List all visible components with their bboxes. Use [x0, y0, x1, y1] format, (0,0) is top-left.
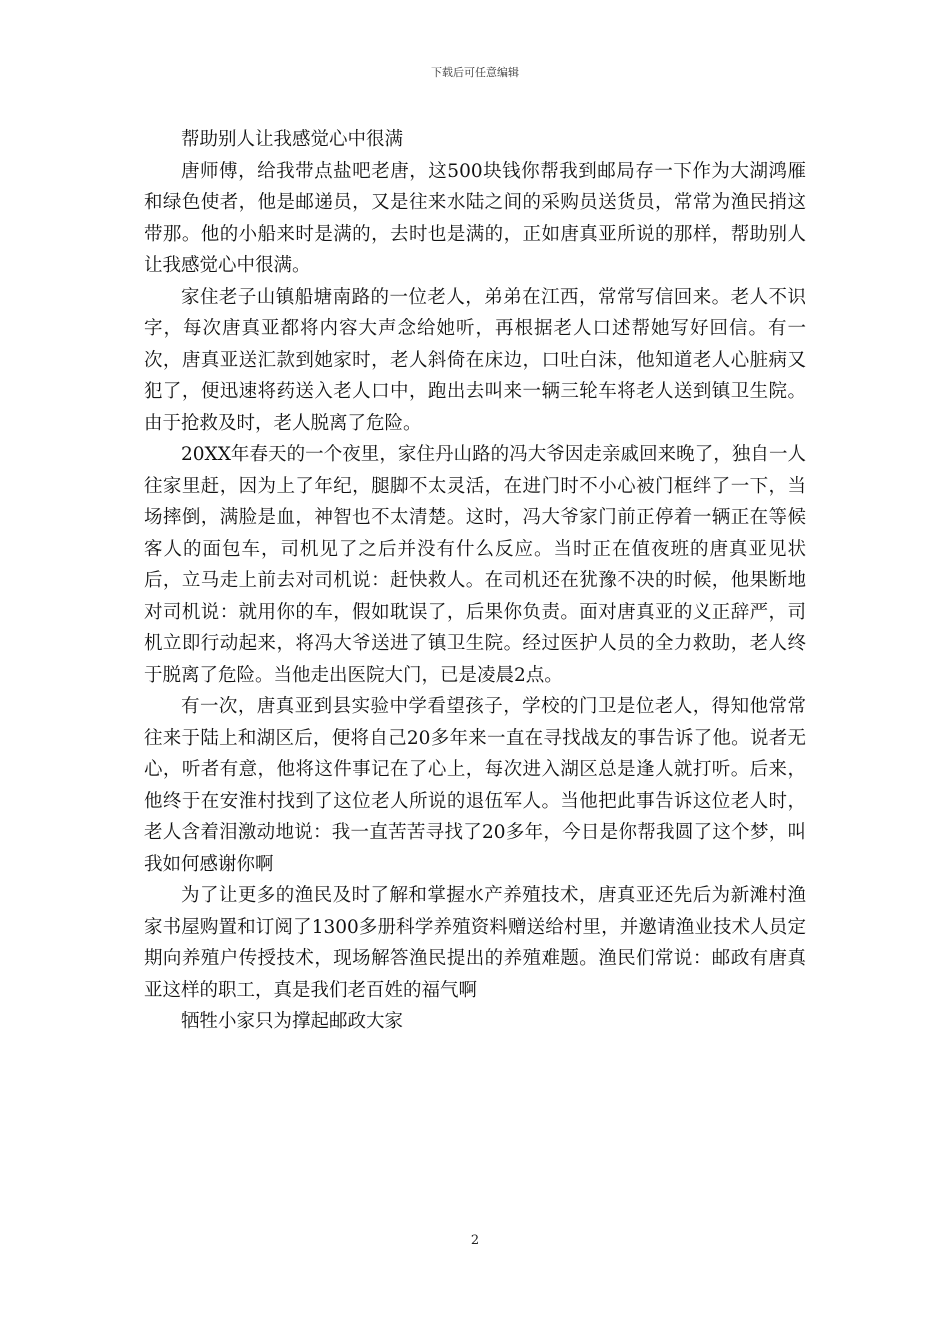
paragraph: 唐师傅，给我带点盐吧老唐，这500块钱你帮我到邮局存一下作为大湖鸿雁和绿色使者，他是邮递员，又是往来水陆之间的采购员送货员，常常为渔民捎这带那。他的小船来时是满的，去时也是满的，正如唐真亚所说的那样，帮助别人让我感觉心中很满。	[144, 160, 806, 276]
page-number: 2	[470, 1233, 480, 1248]
page-header: 下载后可任意编辑	[431, 66, 519, 79]
document-body	[144, 124, 806, 1038]
paragraph: 有一次，唐真亚到县实验中学看望孩子，学校的门卫是位老人，得知他常常往来于陆上和湖区后，便将自己20多年来一直在寻找战友的事告诉了他。说者无心，听者有意，他将这件事记在了心上，每次进入湖区总是逢人就打听。后来，他终于在安淮村找到了这位老人所说的退伍军人。当他把此事告诉这位老人时，老人含着泪激动地说：我一直苦苦寻找了20多年，今日是你帮我圆了这个梦，叫我如何感谢你啊	[144, 696, 806, 875]
paragraph: 20XX年春天的一个夜里，家住丹山路的冯大爷因走亲戚回来晚了，独自一人往家里赶，因为上了年纪，腿脚不太灵活，在进门时不小心被门框绊了一下，当场摔倒，满脸是血，神智也不太清楚。这时，冯大爷家门前正停着一辆正在等候客人的面包车，司机见了之后并没有什么反应。当时正在值夜班的唐真亚见状后，立马走上前去对司机说：赶快救人。在司机还在犹豫不决的时候，他果断地对司机说：就用你的车，假如耽误了，后果你负责。面对唐真亚的义正辞严，司机立即行动起来，将冯大爷送进了镇卫生院。经过医护人员的全力救助，老人终于脱离了危险。当他走出医院大门，已是凌晨2点。	[144, 444, 806, 686]
section-heading: 帮助别人让我感觉心中很满	[181, 129, 404, 150]
paragraph: 家住老子山镇船塘南路的一位老人，弟弟在江西，常常写信回来。老人不识字，每次唐真亚都将内容大声念给她听，再根据老人口述帮她写好回信。有一次，唐真亚送汇款到她家时，老人斜倚在床边，口吐白沫，他知道老人心脏病又犯了，便迅速将药送入老人口中，跑出去叫来一辆三轮车将老人送到镇卫生院。由于抢救及时，老人脱离了危险。	[144, 286, 806, 434]
section-heading: 牺牲小家只为撑起邮政大家	[181, 1011, 404, 1032]
paragraph: 为了让更多的渔民及时了解和掌握水产养殖技术，唐真亚还先后为新滩村渔家书屋购置和订阅了1300多册科学养殖资料赠送给村里，并邀请渔业技术人员定期向养殖户传授技术，现场解答渔民提出的养殖难题。渔民们常说：邮政有唐真亚这样的职工，真是我们老百姓的福气啊	[144, 885, 806, 1001]
